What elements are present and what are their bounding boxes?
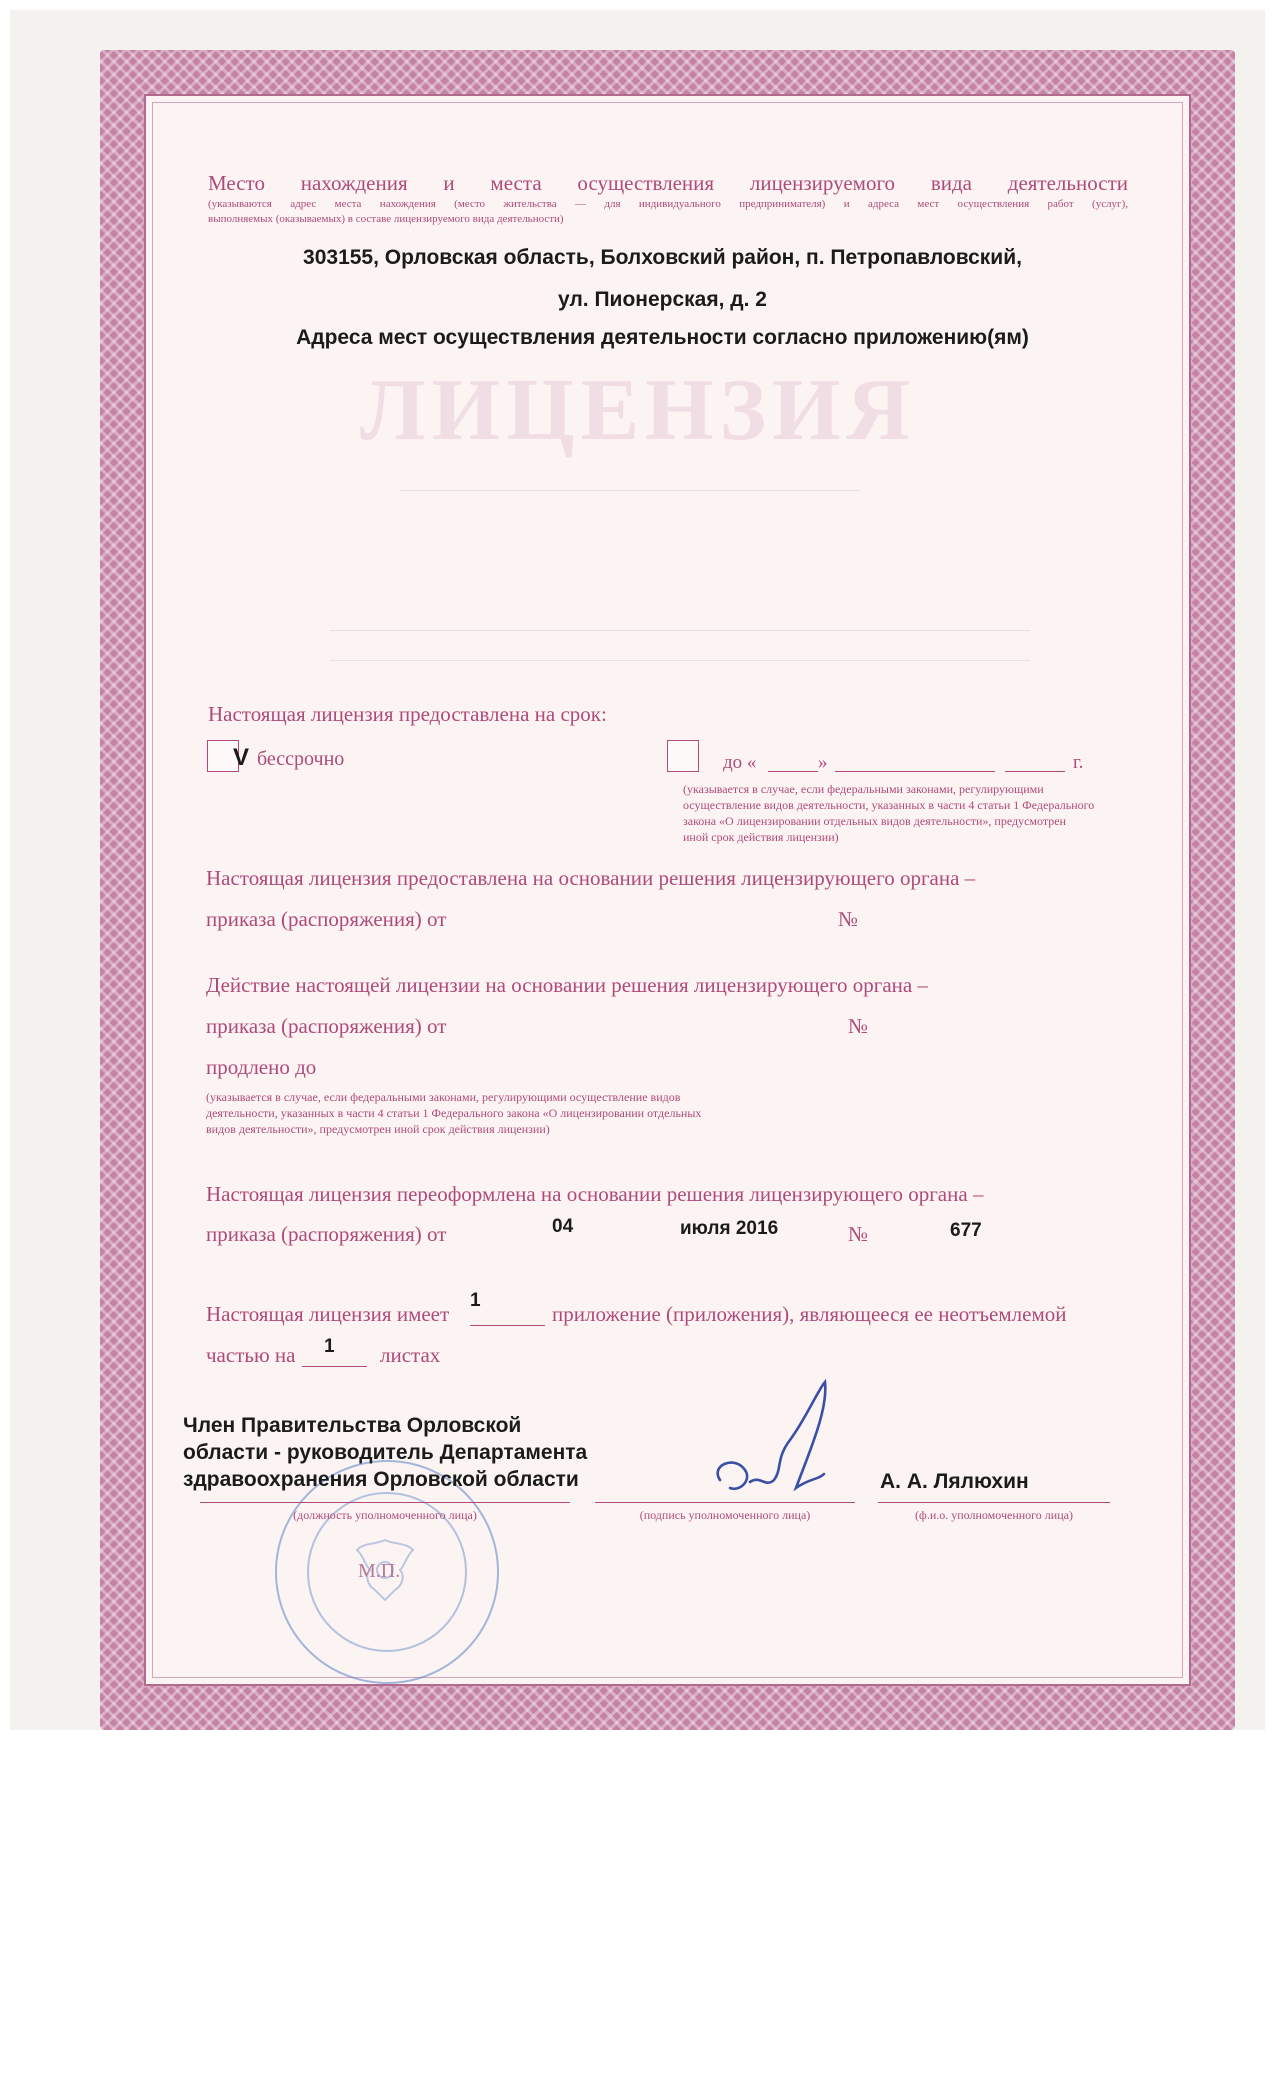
- handwritten-signature: [700, 1370, 860, 1520]
- header-title: Место нахождения и места осуществления лицензируемого вида деятельности: [208, 171, 1128, 195]
- reissue-line-1: Настоящая лицензия переоформлена на основании решения лицензирующего органа –: [206, 1182, 984, 1206]
- reissue-month-year: июля 2016: [680, 1218, 779, 1239]
- term-note-4: иной срок действия лицензии): [683, 830, 839, 844]
- name-line: [878, 1502, 1110, 1503]
- until-label: до «: [723, 752, 757, 773]
- signatory-position-3: здравоохранения Орловской области: [183, 1468, 579, 1491]
- address-line-3: Адреса мест осуществления деятельности согласно приложению(ям): [296, 326, 1029, 349]
- term-note-2: осуществление видов деятельности, указанных в части 4 статьи 1 Федерального: [683, 798, 1095, 812]
- appendix-line-1-suffix: приложение (приложения), являющееся ее неотъемлемой: [552, 1302, 1067, 1326]
- extension-note-3: видов деятельности», предусмотрен иной срок действия лицензии): [206, 1122, 550, 1136]
- until-checkbox: [667, 740, 699, 772]
- signature-caption: (подпись уполномоченного лица): [639, 1508, 811, 1522]
- reissue-day: 04: [552, 1216, 574, 1237]
- appendix-count-line: [470, 1325, 545, 1326]
- reissue-number-sign: №: [848, 1222, 869, 1246]
- basis-number-sign: №: [838, 907, 859, 931]
- extension-number-sign: №: [848, 1014, 869, 1038]
- term-label: Настоящая лицензия предоставлена на срок:: [208, 702, 607, 726]
- term-note-3: закона «О лицензировании отдельных видов деятельности», предусмотрен: [683, 814, 1066, 828]
- header-note-2: выполняемых (оказываемых) в составе лицензируемого вида деятельности): [208, 213, 564, 225]
- signature-line: [595, 1502, 855, 1503]
- header-note-1: (указываются адрес места нахождения (место жительства — для индивидуального предпринимателя) и адреса мест осуществления работ (услуг),: [208, 198, 1128, 210]
- extension-line-1: Действие настоящей лицензии на основании решения лицензирующего органа –: [206, 973, 928, 997]
- term-note-1: (указывается в случае, если федеральными законами, регулирующими: [683, 782, 1044, 796]
- faint-line: [330, 630, 1030, 631]
- address-line-2: ул. Пионерская, д. 2: [558, 288, 767, 311]
- until-day-line: [768, 771, 818, 772]
- appendix-line-2-prefix: частью на: [206, 1343, 296, 1367]
- appendix-sheets: 1: [324, 1336, 335, 1357]
- address-line-1: 303155, Орловская область, Болховский район, п. Петропавловский,: [303, 246, 1022, 269]
- position-caption: (должность уполномоченного лица): [293, 1508, 477, 1522]
- faint-line: [330, 660, 1030, 661]
- extension-extended-label: продлено до: [206, 1055, 317, 1079]
- watermark: ЛИЦЕНЗИЯ: [360, 362, 917, 459]
- until-quote-close: »: [818, 752, 828, 773]
- signatory-name: А. А. Лялюхин: [880, 1470, 1029, 1493]
- extension-line-2: приказа (распоряжения) от: [206, 1014, 447, 1038]
- basis-line-2: приказа (распоряжения) от: [206, 907, 447, 931]
- until-month-line: [835, 771, 995, 772]
- signatory-position-2: области - руководитель Департамента: [183, 1441, 588, 1464]
- stamp-label: М.П.: [358, 1560, 401, 1582]
- basis-line-1: Настоящая лицензия предоставлена на основании решения лицензирующего органа –: [206, 866, 976, 890]
- reissue-line-2: приказа (распоряжения) от: [206, 1222, 447, 1246]
- signatory-position-1: Член Правительства Орловской: [183, 1414, 522, 1437]
- appendix-count: 1: [470, 1290, 481, 1311]
- unlimited-mark: V: [233, 744, 250, 771]
- until-year-suffix: г.: [1073, 752, 1084, 773]
- name-caption: (ф.и.о. уполномоченного лица): [915, 1508, 1073, 1522]
- until-year-line: [1005, 771, 1065, 772]
- appendix-line-2-suffix: листах: [380, 1343, 441, 1367]
- faint-line: [400, 490, 860, 491]
- extension-note-2: деятельности, указанных в части 4 статьи 1 Федерального закона «О лицензировании отдельных: [206, 1106, 702, 1120]
- appendix-sheets-line: [302, 1366, 367, 1367]
- appendix-line-1-prefix: Настоящая лицензия имеет: [206, 1302, 450, 1326]
- reissue-number: 677: [950, 1220, 982, 1241]
- position-line: [200, 1502, 570, 1503]
- extension-note-1: (указывается в случае, если федеральными законами, регулирующими осуществление видов: [206, 1090, 681, 1104]
- unlimited-label: бессрочно: [257, 748, 345, 770]
